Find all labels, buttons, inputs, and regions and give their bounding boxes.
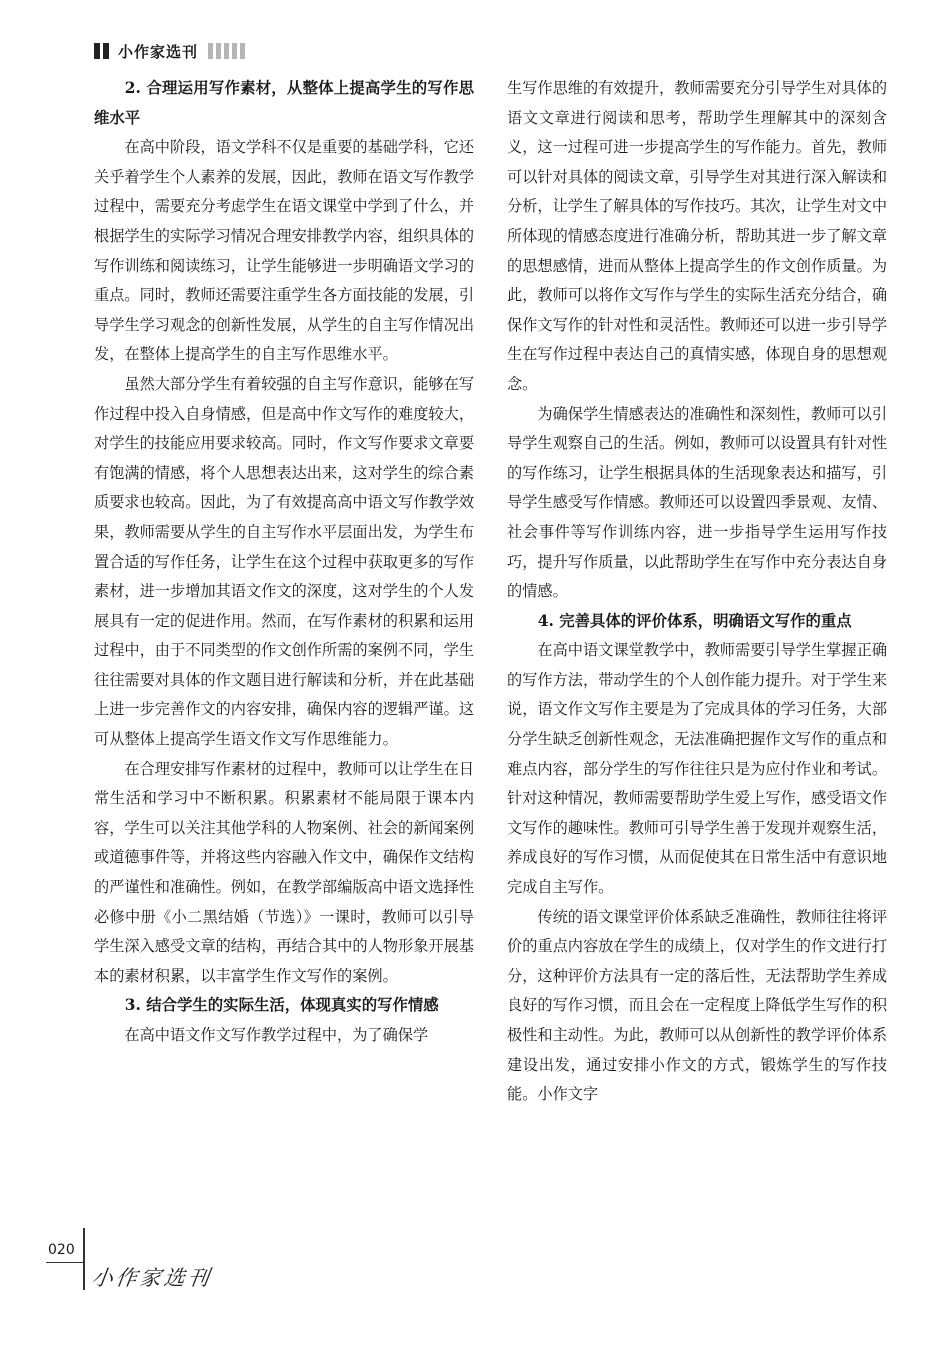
header-bar-mark bbox=[103, 43, 109, 59]
section-heading-3: 3. 结合学生的实际生活，体现真实的写作情感 bbox=[124, 996, 439, 1015]
running-header bbox=[94, 38, 248, 64]
header-bar-mark bbox=[94, 43, 100, 59]
journal-title: 小作家选刊 bbox=[118, 42, 199, 61]
right-column bbox=[507, 74, 887, 1110]
page-number: 020 bbox=[48, 1242, 75, 1258]
paragraph: 在合理安排写作素材的过程中，教师可以让学生在日常生活和学习中不断积累。积累素材不能局限于课本内容，学生可以关注其他学科的人物案例、社会的新闻案例或道德事件等，并将这些内容融入作文中，确保作文结构的严谨性和准确性。例如，在教学部编版高中语文选择性必修中册《小二黑结婚（节选）》一课时，教师可以引导学生深入感受文章的结构，再结合其中的人物形象开展基本的素材积累，以丰富学生作文写作的案例。 bbox=[94, 759, 474, 985]
header-gray-mark bbox=[232, 43, 237, 59]
header-gray-mark bbox=[208, 43, 213, 59]
paragraph-continued: 生写作思维的有效提升，教师需要充分引导学生对具体的语文文章进行阅读和思考，帮助学生理解其中的深刻含义，这一过程可进一步提高学生的写作能力。首先，教师可以针对具体的阅读文章，引导学生对其进行深入解读和分析，让学生了解具体的写作技巧。其次，让学生对文中所体现的情感态度进行准确分析，帮助其进一步了解文章的思想感情，进而从整体上提高学生的作文创作质量。为此，教师可以将作文写作与学生的实际生活充分结合，确保作文写作的针对性和灵活性。教师还可以进一步引导学生在写作过程中表达自己的真情实感，体现自身的思想观念。 bbox=[507, 79, 887, 393]
paragraph: 在高中语文作文写作教学过程中，为了确保学 bbox=[124, 1026, 429, 1044]
footer-rule bbox=[46, 1262, 84, 1263]
header-gray-mark bbox=[224, 43, 229, 59]
header-gray-mark bbox=[240, 43, 245, 59]
footer-divider bbox=[83, 1228, 85, 1290]
paragraph: 在高中语文课堂教学中，教师需要引导学生掌握正确的写作方法，带动学生的个人创作能力提升。对于学生来说，语文作文写作主要是为了完成具体的学习任务，大部分学生缺乏创新性观念，无法准确把握作文写作的重点和难点内容，部分学生的写作往往只是为应付作业和考试。针对这种情况，教师需要帮助学生爱上写作，感受语文作文写作的趣味性。教师可引导学生善于发现并观察生活，养成良好的写作习惯，从而促使其在日常生活中有意识地完成自主写作。 bbox=[507, 641, 887, 897]
paragraph: 传统的语文课堂评价体系缺乏准确性，教师往往将评价的重点内容放在学生的成绩上，仅对学生的作文进行打分，这种评价方法具有一定的落后性，无法帮助学生养成良好的写作习惯，而且会在一定程度上降低学生写作的积极性和主动性。为此，教师可以从创新性的教学评价体系建设出发，通过安排小作文的方式，锻炼学生的写作技能。小作文字 bbox=[507, 907, 887, 1104]
paragraph: 为确保学生情感表达的准确性和深刻性，教师可以引导学生观察自己的生活。例如，教师可以设置具有针对性的写作练习，让学生根据具体的生活现象表达和描写，引导学生感受写作情感。教师还可以设置四季景观、友情、社会事件等写作训练内容，进一步指导学生运用写作技巧，提升写作质量，以此帮助学生在写作中充分表达自身的情感。 bbox=[507, 404, 887, 601]
section-heading-2: 2. 合理运用写作素材，从整体上提高学生的写作思维水平 bbox=[94, 79, 474, 127]
footer-logo: 小作家选刊 bbox=[90, 1266, 214, 1290]
paragraph: 虽然大部分学生有着较强的自主写作意识，能够在写作过程中投入自身情感，但是高中作文写作的难度较大，对学生的技能应用要求较高。同时，作文写作要求文章要有饱满的情感，将个人思想表达出来，这对学生的综合素质要求也较高。因此，为了有效提高高中语文写作教学效果，教师需要从学生的自主写作水平层面出发，为学生布置合适的写作任务，让学生在这个过程中获取更多的写作素材，进一步增加其语文作文的深度，这对学生的个人发展具有一定的促进作用。然而，在写作素材的积累和运用过程中，由于不同类型的作文创作所需的案例不同，学生往往需要对具体的作文题目进行解读和分析，并在此基础上进一步完善作文的内容安排，确保内容的逻辑严谨。这可从整体上提高学生语文作文写作思维能力。 bbox=[94, 374, 474, 749]
header-gray-mark bbox=[216, 43, 221, 59]
section-heading-4: 4. 完善具体的评价体系，明确语文写作的重点 bbox=[537, 611, 852, 630]
left-column bbox=[94, 74, 474, 1051]
paragraph: 在高中阶段，语文学科不仅是重要的基础学科，它还关乎着学生个人素养的发展，因此，教师在语文写作教学过程中，需要充分考虑学生在语文课堂中学到了什么，并根据学生的实际学习情况合理安排教学内容，组织具体的写作训练和阅读练习，让学生能够进一步明确语文学习的重点。同时，教师还需要注重学生各方面技能的发展，引导学生学习观念的创新性发展，从学生的自主写作情况出发，在整体上提高学生的自主写作思维水平。 bbox=[94, 138, 474, 364]
